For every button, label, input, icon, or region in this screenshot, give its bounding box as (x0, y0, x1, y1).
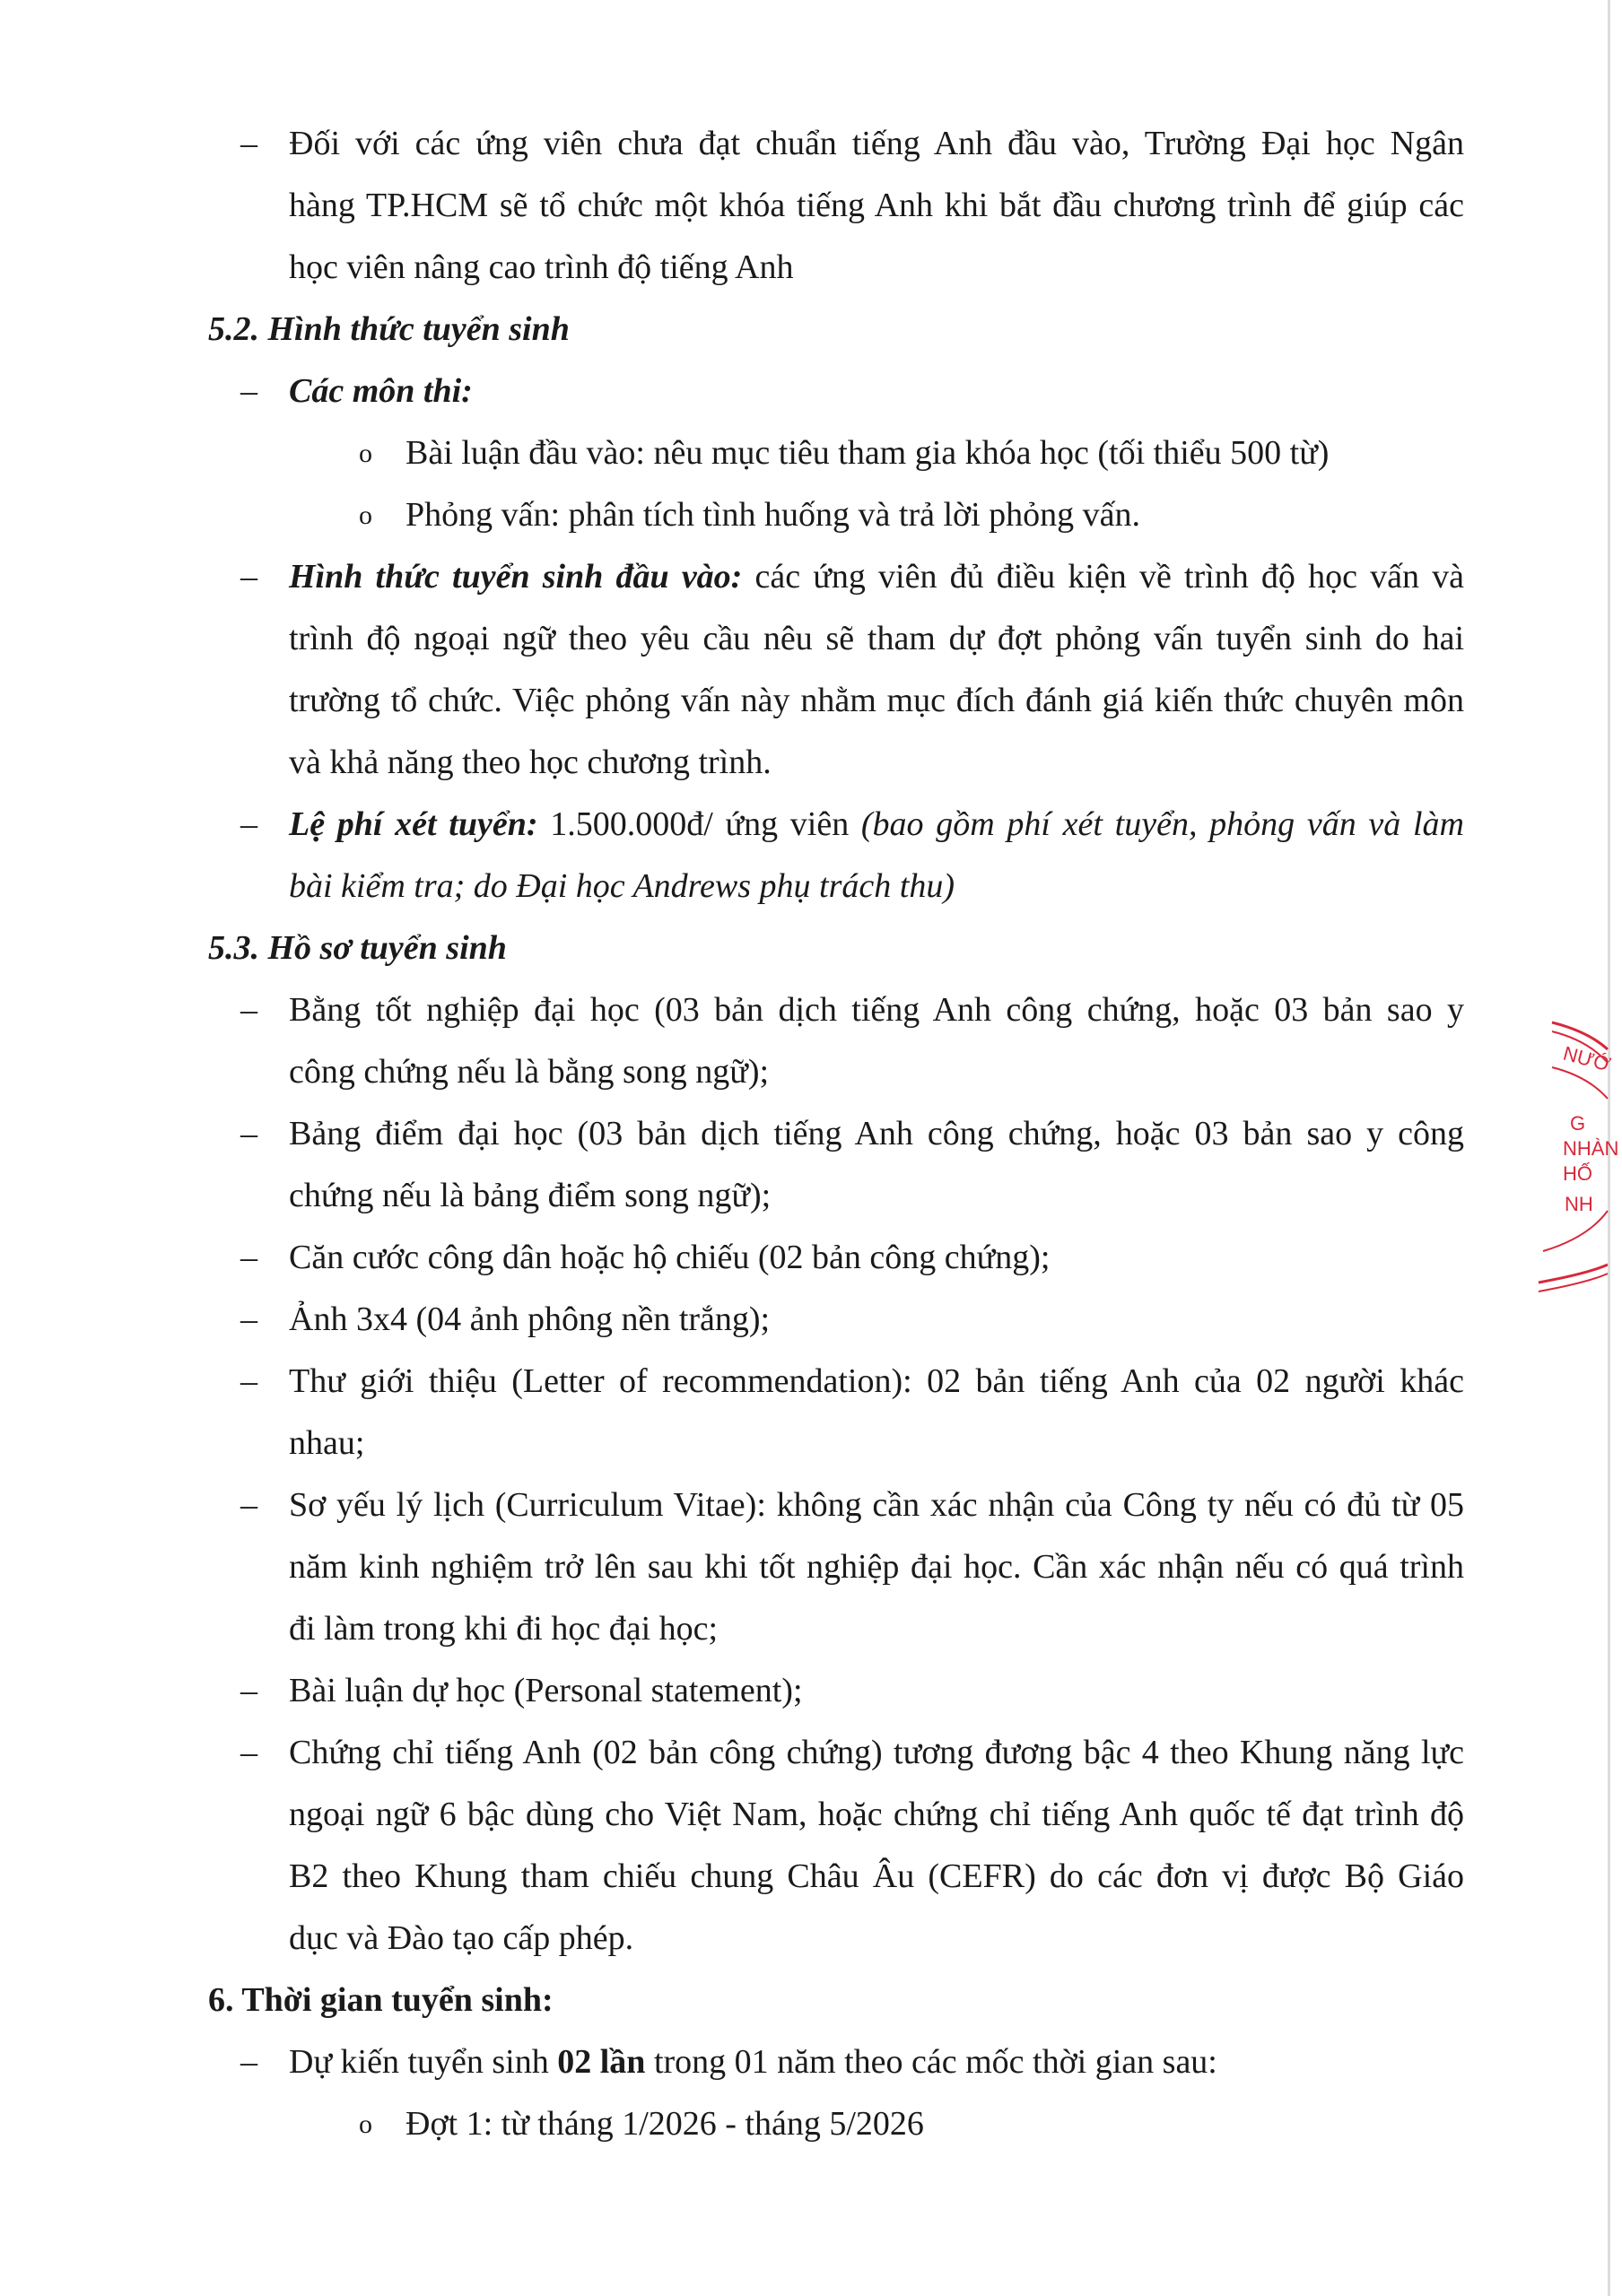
line-text (289, 1722, 1464, 1784)
text-segment: B2 theo Khung tham chiếu chung Châu Âu (CEFR) do các đơn vị được Bộ Giáo (289, 1857, 1464, 1895)
text-line (0, 1413, 1622, 1474)
text-segment: Ảnh 3x4 (04 ảnh phông nền trắng); (289, 1300, 771, 1338)
line-text (289, 1598, 1464, 1660)
text-line (0, 113, 1622, 175)
text-line (0, 175, 1622, 237)
line-text (289, 113, 1464, 175)
text-segment: Căn cước công dân hoặc hộ chiếu (02 bản công chứng); (289, 1239, 1051, 1276)
text-segment: chứng nếu là bảng điểm song ngữ); (289, 1177, 772, 1214)
text-line (0, 1660, 1622, 1722)
line-text (289, 1351, 1464, 1413)
text-segment: 02 lần (557, 2043, 646, 2081)
line-text (289, 1413, 1464, 1474)
text-segment: công chứng nếu là bằng song ngữ); (289, 1053, 770, 1091)
line-text (289, 670, 1464, 732)
text-line (0, 1227, 1622, 1289)
circle-bullet-icon: o (359, 500, 372, 530)
text-segment: bài kiểm tra; do Đại học Andrews phụ trách thu) (289, 867, 955, 905)
text-segment: (bao gồm phí xét tuyển, phỏng vấn và làm (860, 805, 1464, 843)
line-text (289, 175, 1464, 237)
text-segment: đi làm trong khi đi học đại học; (289, 1610, 719, 1648)
text-line (0, 856, 1622, 918)
line-text (406, 2093, 1464, 2155)
text-segment: Lệ phí xét tuyển: (289, 805, 538, 843)
text-segment: Dự kiến tuyển sinh (289, 2043, 558, 2081)
line-text (208, 299, 1383, 361)
dash-bullet-icon: – (240, 991, 257, 1029)
line-text (289, 608, 1464, 670)
dash-bullet-icon: – (240, 558, 257, 596)
text-line (0, 1536, 1622, 1598)
dash-bullet-icon: – (240, 1115, 257, 1152)
line-text (289, 1289, 1464, 1351)
text-line (0, 1041, 1622, 1103)
text-line (0, 361, 1622, 422)
text-segment: Bảng điểm đại học (03 bản dịch tiếng Anh công chứng, hoặc 03 bản sao y công (289, 1115, 1464, 1152)
line-text (289, 732, 1464, 794)
text-line (0, 1103, 1622, 1165)
text-segment: Đối với các ứng viên chưa đạt chuẩn tiếng Anh đầu vào, Trường Đại học Ngân (289, 125, 1464, 162)
text-line (0, 1908, 1622, 1970)
text-line (0, 237, 1622, 299)
circle-bullet-icon: o (359, 2109, 372, 2139)
text-segment: Hình thức tuyển sinh đầu vào: (289, 558, 743, 596)
text-segment: Bài luận dự học (Personal statement); (289, 1672, 803, 1709)
text-segment: và khả năng theo học chương trình. (289, 744, 772, 781)
line-text (289, 237, 1464, 299)
text-segment: 1.500.000đ/ ứng viên (537, 805, 861, 843)
dash-bullet-icon: – (240, 1734, 257, 1771)
dash-bullet-icon: – (240, 1672, 257, 1709)
section-heading (0, 299, 1622, 361)
line-text (289, 1908, 1464, 1970)
text-line (0, 794, 1622, 856)
text-segment: Đợt 1: từ tháng 1/2026 - tháng 5/2026 (406, 2105, 924, 2143)
text-segment: Bài luận đầu vào: nêu mục tiêu tham gia khóa học (tối thiểu 500 từ) (406, 434, 1330, 472)
text-line (0, 1846, 1622, 1908)
dash-bullet-icon: – (240, 2043, 257, 2081)
text-segment: trình độ ngoại ngữ theo yêu cầu nêu sẽ tham dự đợt phỏng vấn tuyển sinh do hai (289, 620, 1464, 657)
text-line (0, 1351, 1622, 1413)
text-line (0, 1722, 1622, 1784)
text-segment: dục và Đào tạo cấp phép. (289, 1919, 634, 1957)
line-text (289, 1474, 1464, 1536)
dash-bullet-icon: – (240, 125, 257, 162)
line-text (289, 1784, 1464, 1846)
text-segment: hàng TP.HCM sẽ tổ chức một khóa tiếng Anh khi bắt đầu chương trình để giúp các (289, 187, 1464, 224)
text-segment: Các môn thi: (289, 372, 473, 410)
text-line (0, 608, 1622, 670)
line-text (208, 1970, 1383, 2031)
text-segment: năm kinh nghiệm trở lên sau khi tốt nghiệp đại học. Cần xác nhận nếu có quá trình (289, 1548, 1464, 1586)
sub-list-item (0, 484, 1622, 546)
text-line (0, 1474, 1622, 1536)
dash-bullet-icon: – (240, 1486, 257, 1524)
line-text (289, 1846, 1464, 1908)
text-line (0, 1784, 1622, 1846)
text-segment: Sơ yếu lý lịch (Curriculum Vitae): không cần xác nhận của Công ty nếu có đủ từ 05 (289, 1486, 1464, 1524)
dash-bullet-icon: – (240, 1239, 257, 1276)
line-text (289, 1536, 1464, 1598)
line-text (289, 1165, 1464, 1227)
dash-bullet-icon: – (240, 1300, 257, 1338)
dash-bullet-icon: – (240, 1362, 257, 1400)
line-text (289, 856, 1464, 918)
sub-list-item (0, 2093, 1622, 2155)
line-text (289, 1227, 1464, 1289)
line-text (289, 546, 1464, 608)
text-line (0, 1165, 1622, 1227)
line-text (406, 422, 1464, 484)
line-text (289, 1660, 1464, 1722)
text-segment: 5.3. Hồ sơ tuyển sinh (208, 929, 507, 967)
text-segment: Bằng tốt nghiệp đại học (03 bản dịch tiếng Anh công chứng, hoặc 03 bản sao y (289, 991, 1464, 1029)
section-heading (0, 918, 1622, 979)
dash-bullet-icon: – (240, 372, 257, 410)
dash-bullet-icon: – (240, 805, 257, 843)
text-line (0, 979, 1622, 1041)
line-text (208, 918, 1383, 979)
text-segment: nhau; (289, 1424, 365, 1462)
text-segment: 5.2. Hình thức tuyển sinh (208, 310, 570, 348)
text-line (0, 1598, 1622, 1660)
section-heading (0, 1970, 1622, 2031)
sub-list-item (0, 422, 1622, 484)
text-segment: trong 01 năm theo các mốc thời gian sau: (645, 2043, 1217, 2081)
red-seal-stamp: NƯỚ G NHÀN HỐ NH (1525, 987, 1608, 1327)
text-segment: trường tổ chức. Việc phỏng vấn này nhằm mục đích đánh giá kiến thức chuyên môn (289, 682, 1464, 719)
text-segment: các ứng viên đủ điều kiện về trình độ học vấn và (742, 558, 1464, 596)
text-segment: ngoại ngữ 6 bậc dùng cho Việt Nam, hoặc chứng chỉ tiếng Anh quốc tế đạt trình độ (289, 1796, 1464, 1833)
text-segment: Chứng chỉ tiếng Anh (02 bản công chứng) tương đương bậc 4 theo Khung năng lực (289, 1734, 1464, 1771)
document-page (0, 113, 1622, 2155)
text-line (0, 1289, 1622, 1351)
line-text (406, 484, 1464, 546)
text-segment: Thư giới thiệu (Letter of recommendation): 02 bản tiếng Anh của 02 người khác (289, 1362, 1464, 1400)
text-line (0, 670, 1622, 732)
line-text (289, 2031, 1464, 2093)
line-text (289, 1041, 1464, 1103)
text-segment: 6. Thời gian tuyển sinh: (208, 1981, 554, 2019)
text-line (0, 2031, 1622, 2093)
text-segment: Phỏng vấn: phân tích tình huống và trả lời phỏng vấn. (406, 496, 1141, 534)
text-line (0, 732, 1622, 794)
line-text (289, 794, 1464, 856)
circle-bullet-icon: o (359, 439, 372, 468)
line-text (289, 979, 1464, 1041)
line-text (289, 361, 1464, 422)
text-line (0, 546, 1622, 608)
line-text (289, 1103, 1464, 1165)
text-segment: học viên nâng cao trình độ tiếng Anh (289, 248, 794, 286)
